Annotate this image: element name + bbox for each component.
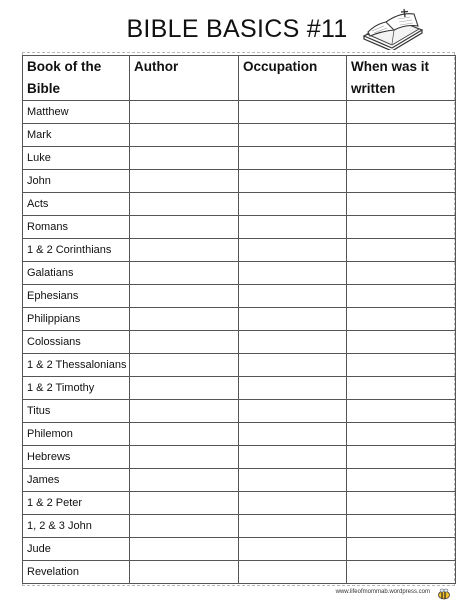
when-written-cell[interactable]	[347, 331, 456, 354]
book-cell: Ephesians	[23, 285, 130, 308]
table-row	[23, 239, 456, 262]
author-cell[interactable]	[130, 354, 239, 377]
when-written-cell[interactable]	[347, 400, 456, 423]
occupation-cell[interactable]	[239, 124, 347, 147]
author-cell[interactable]	[130, 285, 239, 308]
book-cell: 1 & 2 Timothy	[23, 377, 130, 400]
table-row	[23, 101, 456, 124]
book-cell: 1 & 2 Thessalonians	[23, 354, 130, 377]
author-cell[interactable]	[130, 239, 239, 262]
occupation-cell[interactable]	[239, 492, 347, 515]
table-row	[23, 147, 456, 170]
when-written-cell[interactable]	[347, 147, 456, 170]
occupation-cell[interactable]	[239, 446, 347, 469]
when-written-cell[interactable]	[347, 193, 456, 216]
when-written-cell[interactable]	[347, 124, 456, 147]
book-cell: Hebrews	[23, 446, 130, 469]
author-cell[interactable]	[130, 492, 239, 515]
table-row	[23, 170, 456, 193]
when-written-cell[interactable]	[347, 262, 456, 285]
table-row	[23, 400, 456, 423]
author-cell[interactable]	[130, 262, 239, 285]
occupation-cell[interactable]	[239, 308, 347, 331]
author-cell[interactable]	[130, 538, 239, 561]
occupation-cell[interactable]	[239, 101, 347, 124]
header-occupation: Occupation	[239, 56, 347, 101]
occupation-cell[interactable]	[239, 377, 347, 400]
book-cell: Colossians	[23, 331, 130, 354]
table-row	[23, 515, 456, 538]
book-cell: Philippians	[23, 308, 130, 331]
author-cell[interactable]	[130, 469, 239, 492]
author-cell[interactable]	[130, 331, 239, 354]
occupation-cell[interactable]	[239, 193, 347, 216]
header-when-written: When was it written	[347, 56, 456, 101]
table-row	[23, 561, 456, 584]
occupation-cell[interactable]	[239, 515, 347, 538]
table-row	[23, 331, 456, 354]
when-written-cell[interactable]	[347, 285, 456, 308]
author-cell[interactable]	[130, 308, 239, 331]
author-cell[interactable]	[130, 124, 239, 147]
author-cell[interactable]	[130, 446, 239, 469]
author-cell[interactable]	[130, 216, 239, 239]
when-written-cell[interactable]	[347, 561, 456, 584]
occupation-cell[interactable]	[239, 400, 347, 423]
when-written-cell[interactable]	[347, 239, 456, 262]
page-title: BIBLE BASICS #11	[126, 15, 348, 43]
table-row	[23, 423, 456, 446]
when-written-cell[interactable]	[347, 216, 456, 239]
book-cell: Galatians	[23, 262, 130, 285]
book-cell: Jude	[23, 538, 130, 561]
when-written-cell[interactable]	[347, 377, 456, 400]
table-row	[23, 308, 456, 331]
when-written-cell[interactable]	[347, 101, 456, 124]
occupation-cell[interactable]	[239, 354, 347, 377]
when-written-cell[interactable]	[347, 423, 456, 446]
book-cell: Romans	[23, 216, 130, 239]
book-cell: Acts	[23, 193, 130, 216]
book-cell: Revelation	[23, 561, 130, 584]
author-cell[interactable]	[130, 377, 239, 400]
table-row	[23, 446, 456, 469]
book-cell: Titus	[23, 400, 130, 423]
table-row	[23, 492, 456, 515]
author-cell[interactable]	[130, 515, 239, 538]
table-row	[23, 377, 456, 400]
occupation-cell[interactable]	[239, 285, 347, 308]
book-cell: 1, 2 & 3 John	[23, 515, 130, 538]
bible-books-table	[22, 55, 456, 584]
author-cell[interactable]	[130, 101, 239, 124]
book-cell: James	[23, 469, 130, 492]
when-written-cell[interactable]	[347, 446, 456, 469]
header-book: Book of the Bible	[23, 56, 130, 101]
occupation-cell[interactable]	[239, 216, 347, 239]
bee-icon	[437, 588, 451, 600]
author-cell[interactable]	[130, 561, 239, 584]
table-row	[23, 124, 456, 147]
book-cell: Luke	[23, 147, 130, 170]
table-row	[23, 469, 456, 492]
occupation-cell[interactable]	[239, 239, 347, 262]
table-row	[23, 538, 456, 561]
open-bible-icon	[362, 6, 424, 50]
footer-url: www.lifeofmommab.wordpress.com	[335, 589, 430, 595]
occupation-cell[interactable]	[239, 147, 347, 170]
table-header-row	[23, 56, 456, 101]
book-cell: Philemon	[23, 423, 130, 446]
occupation-cell[interactable]	[239, 423, 347, 446]
table-row	[23, 193, 456, 216]
author-cell[interactable]	[130, 147, 239, 170]
book-cell: Matthew	[23, 101, 130, 124]
occupation-cell[interactable]	[239, 469, 347, 492]
when-written-cell[interactable]	[347, 308, 456, 331]
header-author: Author	[130, 56, 239, 101]
when-written-cell[interactable]	[347, 170, 456, 193]
occupation-cell[interactable]	[239, 538, 347, 561]
book-cell: 1 & 2 Peter	[23, 492, 130, 515]
author-cell[interactable]	[130, 170, 239, 193]
when-written-cell[interactable]	[347, 469, 456, 492]
occupation-cell[interactable]	[239, 561, 347, 584]
table-row	[23, 354, 456, 377]
table-row	[23, 262, 456, 285]
occupation-cell[interactable]	[239, 262, 347, 285]
table-row	[23, 285, 456, 308]
occupation-cell[interactable]	[239, 331, 347, 354]
author-cell[interactable]	[130, 423, 239, 446]
when-written-cell[interactable]	[347, 515, 456, 538]
author-cell[interactable]	[130, 400, 239, 423]
when-written-cell[interactable]	[347, 354, 456, 377]
when-written-cell[interactable]	[347, 492, 456, 515]
author-cell[interactable]	[130, 193, 239, 216]
book-cell: John	[23, 170, 130, 193]
when-written-cell[interactable]	[347, 538, 456, 561]
book-cell: Mark	[23, 124, 130, 147]
occupation-cell[interactable]	[239, 170, 347, 193]
book-cell: 1 & 2 Corinthians	[23, 239, 130, 262]
table-row	[23, 216, 456, 239]
